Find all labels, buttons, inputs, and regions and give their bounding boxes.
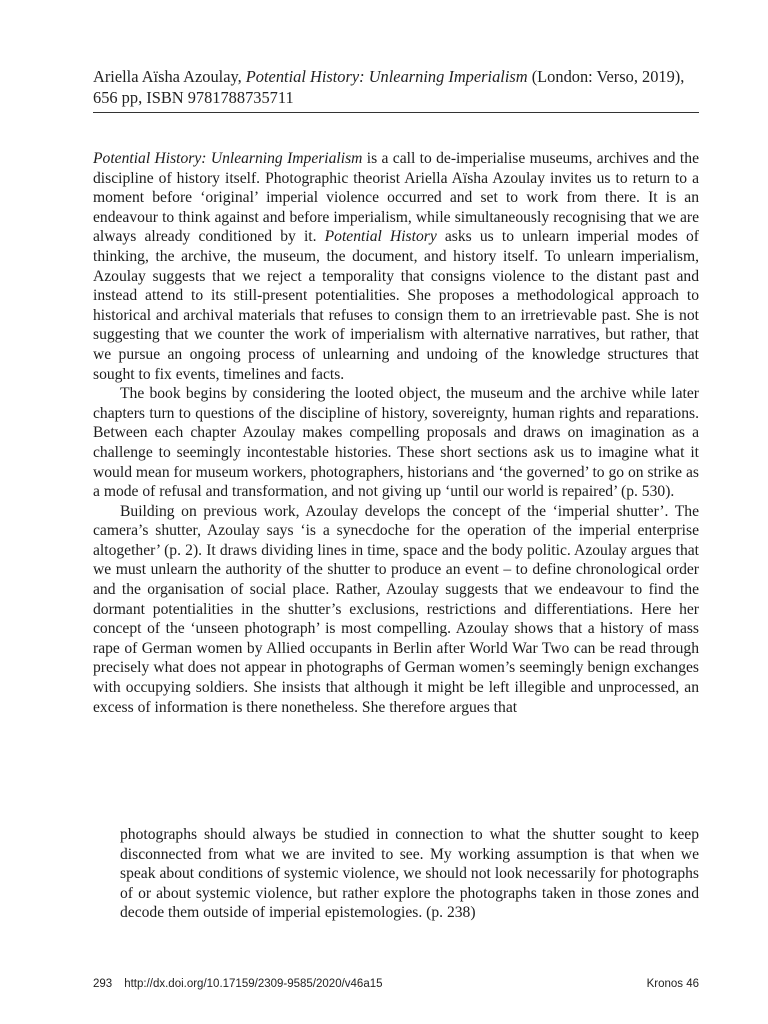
paragraph-1 <box>93 149 699 384</box>
paragraph-1-text-b: asks us to unlearn imperial modes of thinking, the archive, the museum, the document, and history itself. To unlearn imperialism, Azoulay suggests that we reject a temporality that consigns violence to the distant past and instead attend to its still-present potentialities. She proposes a methodological approach to historical and archival materials that refuses to consign them to an irretrievable past. She is not suggesting that we counter the work of imperialism with alternative narratives, but rather, that we pursue an ongoing process of unlearning and undoing of the knowledge structures that sought to fix events, timelines and facts. <box>93 228 699 383</box>
header-divider <box>93 112 699 113</box>
citation-details: (London: Verso, 2019), 656 pp, ISBN 9781788735711 <box>93 67 685 107</box>
review-body <box>93 149 699 717</box>
block-quote <box>120 825 699 923</box>
citation-author: Ariella Aïsha Azoulay, <box>93 67 246 86</box>
paragraph-2: The book begins by considering the looted object, the museum and the archive while later chapters turn to questions of the discipline of history, sovereignty, human rights and reparations. Between each chapter Azoulay makes compelling proposals and draws on imagination as a challenge to seemingly incontestable histories. These short sections ask us to imagine what it would mean for museum workers, photographers, historians and ‘the governed’ to go on strike as a mode of refusal and transformation, and not giving up ‘until our world is repaired’ (p. 530). <box>93 385 699 501</box>
block-quote-text: photographs should always be studied in connection to what the shutter sought to keep disconnected from what we are invited to see. My working assumption is that when we speak about conditions of systemic violence, we should not look necessarily for photographs of or about systemic violence, but rather explore the photographs taken in those zones and decode them outside of imperial epistemologies. (p. 238) <box>120 826 699 922</box>
paragraph-3: Building on previous work, Azoulay develops the concept of the ‘imperial shutter’. The camera’s shutter, Azoulay says ‘is a synecdoche for the operation of the imperial enterprise altogether’ (p. 2). It draws dividing lines in time, space and the body politic. Azoulay argues that we must unlearn the authority of the shutter to produce an event – to define chronological order and the organisation of social place. Rather, Azoulay suggests that we endeavour to find the dormant potentialities in the shutter’s exclusions, restrictions and differentiations. Here her concept of the ‘unseen photograph’ is most compelling. Azoulay shows that a history of mass rape of German women by Allied occupants in Berlin after World War Two can be read through precisely what does not appear in photographs of German women’s seemingly benign exchanges with occupying soldiers. She insists that although it might be left illegible and unprocessed, an excess of information is there nonetheless. She therefore argues that <box>93 502 699 716</box>
doi-link[interactable]: http://dx.doi.org/10.17159/2309-9585/2020/v46a15 <box>124 978 383 990</box>
page-footer <box>93 978 699 990</box>
book-title-mention-short: Potential History <box>324 228 437 246</box>
book-title-mention: Potential History: Unlearning Imperialism <box>93 150 363 167</box>
review-citation <box>93 66 699 108</box>
paragraph-1-text-a: is a call to de-imperialise museums, archives and the discipline of history itself. Photographic theorist Ariella Aïsha Azoulay invites us to return to a moment before ‘original’ imperial violence occurred and set to work from there. It is an endeavour to think against and before imperialism, while simultaneously recognising that we are always already conditioned by it. <box>93 150 699 246</box>
journal-name: Kronos 46 <box>646 978 699 990</box>
page-number: 293 <box>93 978 113 990</box>
citation-book-title: Potential History: Unlearning Imperialism <box>245 67 528 86</box>
